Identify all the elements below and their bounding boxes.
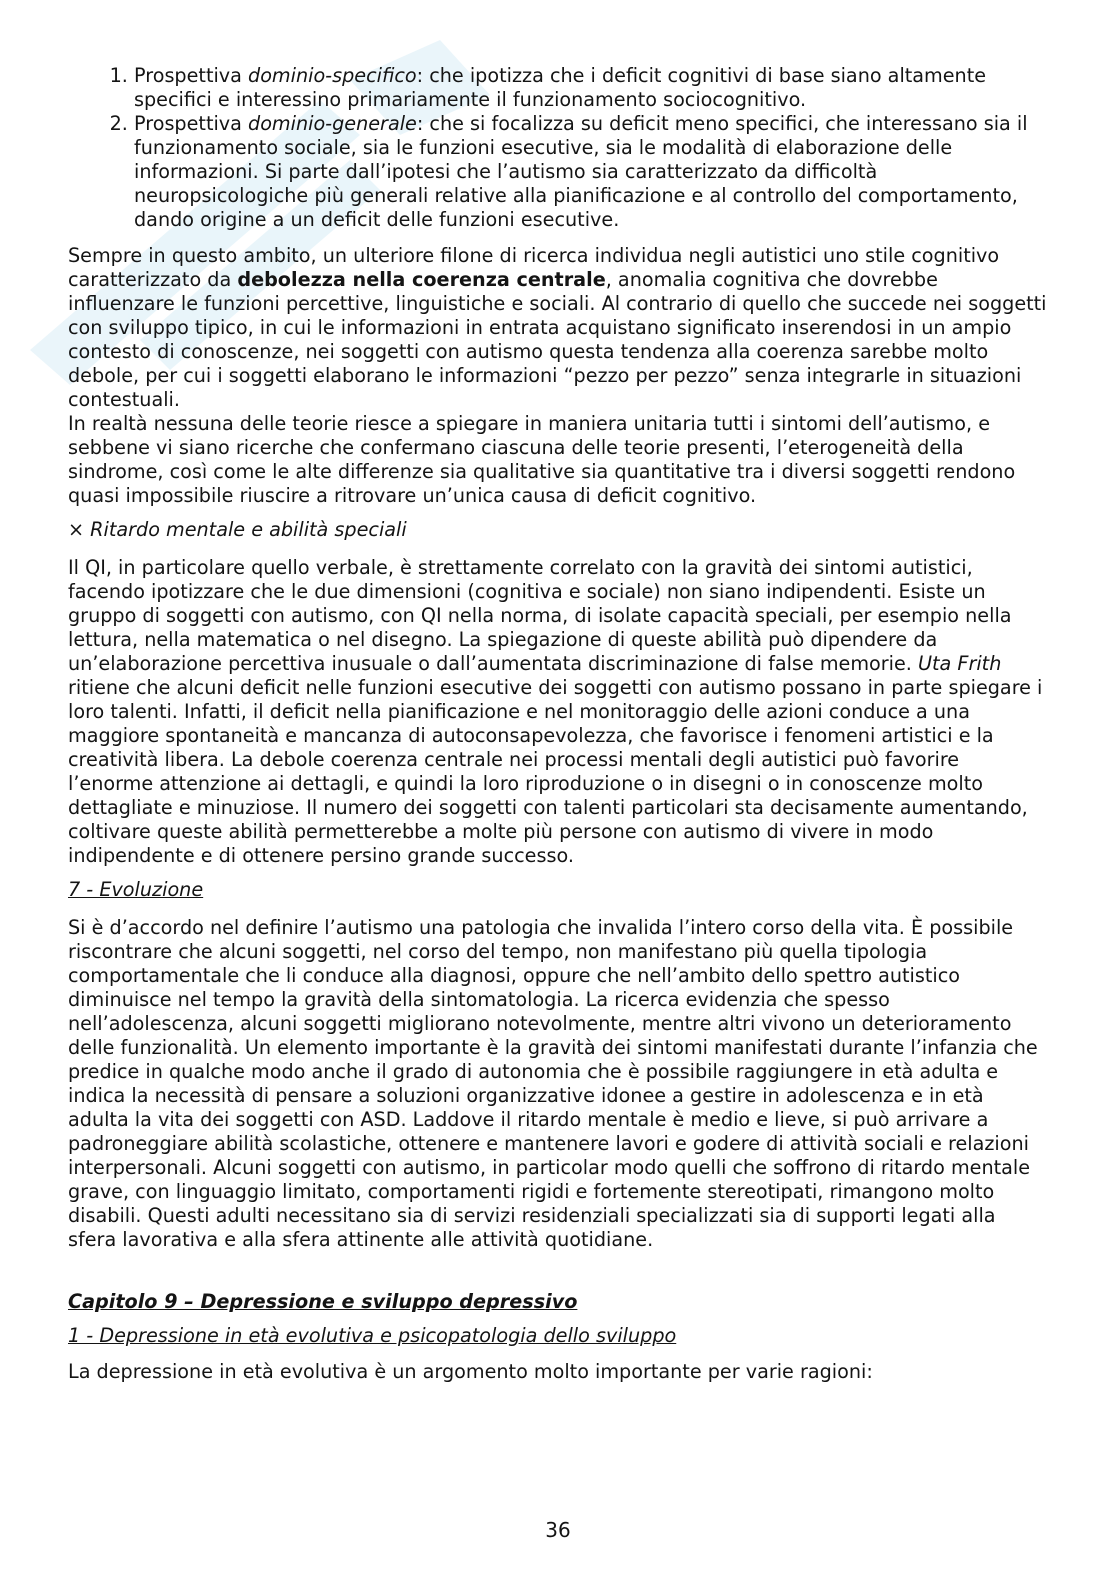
chapter-title: Capitolo 9 – Depressione e sviluppo depressivo	[68, 1290, 578, 1313]
paragraph-evoluzione: Si è d’accordo nel definire l’autismo una patologia che invalida l’intero corso della vita. È possibile riscontrare che alcuni soggetti, nel corso del tempo, non manifestano più quella tipologia comportamentale che li conduce alla diagnosi, oppure che nell’ambito dello spettro autistico diminuisce nel tempo la gravità della sintomatologia. La ricerca evidenzia che spesso nell’adolescenza, alcuni soggetti migliorano notevolmente, mentre altri vivono un deterioramento delle funzionalità. Un elemento importante è la gravità dei sintomi manifestati durante l’infanzia che predice in qualche modo anche il grado di autonomia che è possibile raggiungere in età adulta e indica la necessità di pensare a soluzioni organizzative idonee a gestire in adolescenza e in età adulta la vita dei soggetti con ASD. Laddove il ritardo mentale è medio e lieve, si può arrivare a padroneggiare abilità scolastiche, ottenere e mantenere lavori e godere di attività sociali e relazioni interpersonali. Alcuni soggetti con autismo, in particolar modo quelli che soffrono di ritardo mentale grave, con linguaggio limitato, comportamenti rigidi e fortemente stereotipati, rimangono molto disabili. Questi adulti necessitano sia di servizi residenziali specializzati sia di supporti legati alla sfera lavorativa e alla sfera attinente alle attività quotidiane.	[68, 916, 1038, 1251]
page-number: 36	[545, 1518, 571, 1542]
list-item: 1. Prospettiva dominio-specifico: che ipotizza che i deficit cognitivi di base siano altamente specifici e interessino primariamente il funzionamento sociocognitivo.	[134, 64, 1048, 112]
paragraph-coerenza: Sempre in questo ambito, un ulteriore filone di ricerca individua negli autistici uno stile cognitivo caratterizzato da debolezza nella coerenza centrale, anomalia cognitiva che dovrebbe influenzare le funzioni percettive, linguistiche e sociali. Al contrario di quello che succede nei soggetti con sviluppo tipico, in cui le informazioni in entrata acquistano significato inserendosi in un ampio contesto di conoscenze, nei soggetti con autismo questa tendenza alla coerenza sarebbe molto debole, per cui i soggetti elaborano le informazioni “pezzo per pezzo” senza integrarle in situazioni contestuali.	[68, 244, 1047, 411]
list-item: 2. Prospettiva dominio-generale: che si focalizza su deficit meno specifici, che interessano sia il funzionamento sociale, sia le funzioni esecutive, sia le modalità di elaborazione delle informazioni. Si parte dall’ipotesi che l’autismo sia caratterizzato da difficoltà neuropsicologiche più generali relative alla pianificazione e al controllo del comportamento, dando origine a un deficit delle funzioni esecutive.	[134, 112, 1048, 232]
heading-ritardo-mentale: × Ritardo mentale e abilità speciali	[68, 518, 407, 541]
heading-evoluzione: 7 - Evoluzione	[68, 878, 204, 901]
paragraph-qi: Il QI, in particolare quello verbale, è strettamente correlato con la gravità dei sintomi autistici, facendo ipotizzare che le due dimensioni (cognitiva e sociale) non siano indipendenti. Esiste un gruppo di soggetti con autismo, con QI nella norma, di isolate capacità speciali, per esempio nella lettura, nella matematica o nel disegno. La spiegazione di queste abilità può dipendere da un’elaborazione percettiva inusuale o dall’aumentata discriminazione di false memorie. Uta Frith ritiene che alcuni deficit nelle funzioni esecutive dei soggetti con autismo possano in parte spiegare i loro talenti. Infatti, il deficit nella pianificazione e nel monitoraggio delle azioni conduce a una maggiore spontaneità e mancanza di autoconsapevolezza, che favorisce i fenomeni artistici e la creatività libera. La debole coerenza centrale nei processi mentali degli autistici può favorire l’enorme attenzione ai dettagli, e quindi la loro riproduzione o in disegni o in conoscenze molto dettagliate e minuziose. Il numero dei soggetti con talenti particolari sta decisamente aumentando, coltivare queste abilità permetterebbe a molte più persone con autismo di vivere in modo indipendente e di ottenere persino grande successo.	[68, 556, 1043, 867]
section-title: 1 - Depressione in età evolutiva e psicopatologia dello sviluppo	[68, 1324, 677, 1347]
paragraph-depressione: La depressione in età evolutiva è un argomento molto importante per varie ragioni:	[68, 1360, 873, 1383]
document-page	[68, 64, 1048, 1384]
paragraph-teorie: In realtà nessuna delle teorie riesce a spiegare in maniera unitaria tutti i sintomi dell’autismo, e sebbene vi siano ricerche che confermano ciascuna delle teorie presenti, l’eterogeneità della sindrome, così come le alte differenze sia qualitative sia quantitative tra i diversi soggetti rendono quasi impossibile riuscire a ritrovare un’unica causa di deficit cognitivo.	[68, 412, 1016, 507]
perspectives-list	[68, 64, 1048, 232]
